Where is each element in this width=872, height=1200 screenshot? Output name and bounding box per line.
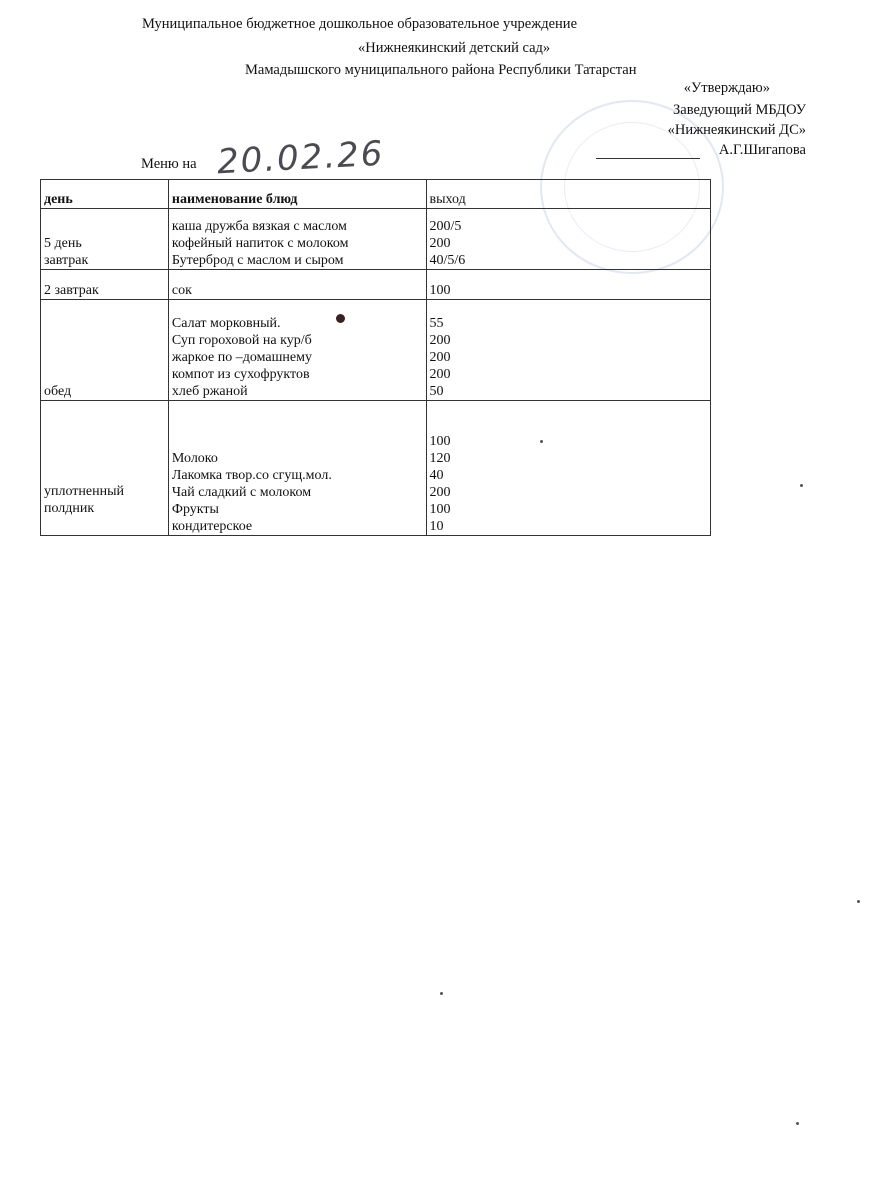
approval-position: Заведующий МБДОУ [673,102,806,118]
scan-speck [540,440,543,443]
portion-value: 120 [429,451,451,466]
approval-title: «Утверждаю» [683,80,770,96]
dish-item: Суп гороховой на кур/б [171,333,312,348]
table-row [41,401,711,536]
portion-value: 200 [429,350,451,365]
signature-line [596,158,700,159]
portions-cell [426,209,710,270]
menu-date-handwritten: 20.02.26 [216,133,386,183]
institution-line-1: Муниципальное бюджетное дошкольное образовательное учреждение [142,16,577,32]
approval-organization: «Нижнеякинский ДС» [667,122,806,138]
meal-label: 5 день [44,236,82,251]
portions-cell [426,300,710,401]
portion-value: 200 [429,236,451,251]
portions-cell [426,401,710,536]
table-row [41,300,711,401]
scan-speck [336,314,345,323]
dishes-cell [168,401,426,536]
dishes-cell [168,300,426,401]
dish-item: компот из сухофруктов [171,367,310,382]
dish-item: Чай сладкий с молоком [171,485,312,500]
meal-cell [41,270,169,300]
portions-cell [426,270,710,300]
dish-item: Молоко [171,451,218,466]
dish-item: Бутерброд с маслом и сыром [171,253,344,268]
portion-value: 40 [429,468,444,483]
header-dish-name: наименование блюд [168,180,426,209]
scan-speck [796,1122,799,1125]
portion-value: 200 [429,367,451,382]
scan-speck [857,900,860,903]
header-day: день [41,180,169,209]
meal-label: 2 завтрак [44,283,99,298]
portion-value: 100 [429,434,451,449]
portion-value: 50 [429,384,444,399]
meal-label: уплотненный [44,484,125,499]
table-row [41,270,711,300]
menu-table [40,179,711,536]
portion-value: 200 [429,333,451,348]
meal-label: полдник [44,501,95,516]
dish-item: Лакомка твор.со сгущ.мол. [171,468,332,483]
dishes-cell [168,270,426,300]
portion-value: 100 [429,502,451,517]
meal-label: завтрак [44,253,89,268]
header-portion: выход [426,180,710,209]
portion-value: 10 [429,519,444,534]
dish-item: жаркое по –домашнему [171,350,312,365]
dish-item: каша дружба вязкая с маслом [171,219,347,234]
dish-item: сок [171,283,192,298]
meal-label: обед [44,384,72,399]
portion-value: 100 [429,283,451,298]
scan-speck [440,992,443,995]
portion-value: 200 [429,485,451,500]
dish-item: кондитерское [171,519,253,534]
portion-value: 40/5/6 [429,253,466,268]
table-header-row [41,180,711,209]
meal-cell [41,401,169,536]
scan-speck [800,484,803,487]
dish-item: Салат морковный. [171,316,281,331]
table-row [41,209,711,270]
dishes-cell [168,209,426,270]
dish-item: Фрукты [171,502,219,517]
institution-line-2: «Нижнеякинский детский сад» [358,40,551,56]
dish-item: хлеб ржаной [171,384,248,399]
portion-value: 55 [429,316,444,331]
meal-cell [41,209,169,270]
institution-line-3: Мамадышского муниципального района Республики Татарстан [245,62,637,78]
menu-label: Меню на [141,156,197,172]
meal-cell [41,300,169,401]
dish-item: кофейный напиток с молоком [171,236,349,251]
portion-value: 200/5 [429,219,462,234]
approval-signature-name: А.Г.Шигапова [718,142,806,158]
